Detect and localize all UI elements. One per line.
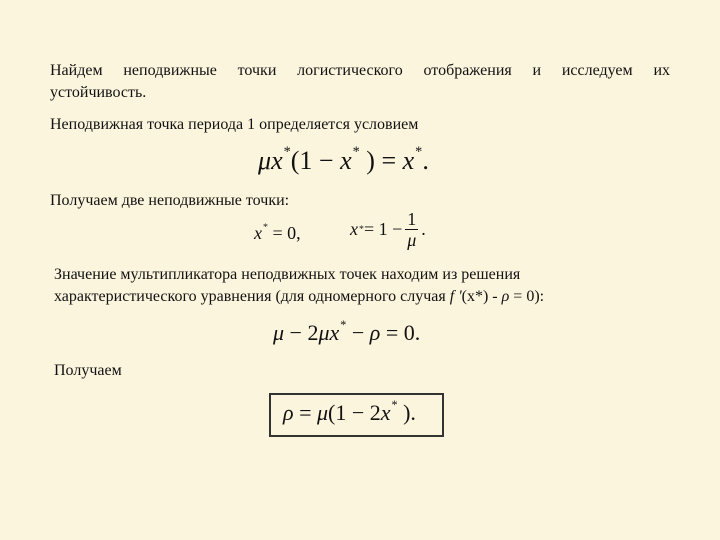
fixed-point-condition-text: Неподвижная точка периода 1 определяется условием	[50, 116, 419, 133]
fraction-one-over-mu: $\frac{1}{\mu}$	[407, 208, 417, 250]
multiplier-result-equation: ρ = μ(1 − 2x* ).	[283, 398, 416, 425]
two-fixed-points-text: Получаем две неподвижные точки:	[50, 192, 290, 209]
multiplier-text-line-2: характеристического уравнения (для одномерного случая f '(x*) - ρ = 0):	[54, 288, 545, 305]
intro-line-1: Найдем неподвижные точки логистического отображения и исследуем их	[50, 62, 670, 79]
multiplier-text-line-1: Значение мультипликатора неподвижных точек находим из решения	[54, 266, 521, 283]
characteristic-equation: μ − 2μx* − ρ = 0.	[273, 318, 421, 345]
fixed-point-equation: μx*(1 − x* ) = x*.	[258, 144, 429, 175]
intro-line-2: устойчивость.	[50, 84, 147, 101]
fixed-point-nonzero: x * = 1 − $\frac{1}{\mu}$ .	[350, 208, 426, 250]
result-text: Получаем	[54, 362, 122, 379]
fixed-point-zero: x* = 0,	[254, 222, 301, 243]
